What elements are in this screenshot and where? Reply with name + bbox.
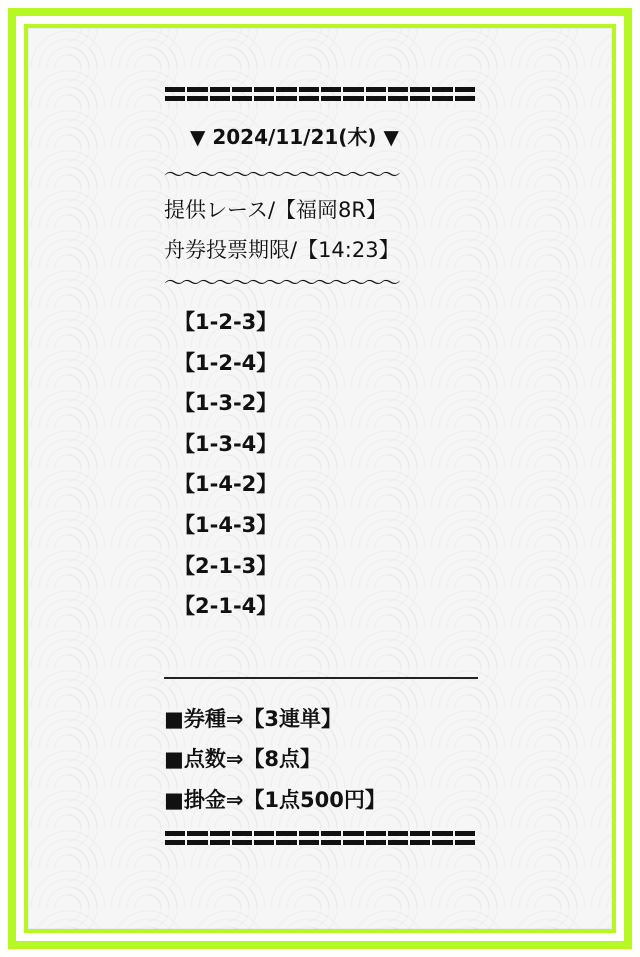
double-rule-segment bbox=[320, 84, 342, 104]
double-rule-segment bbox=[387, 828, 409, 848]
double-rule-segment bbox=[431, 84, 453, 104]
pick-list bbox=[164, 302, 478, 627]
double-rule-segment bbox=[342, 828, 364, 848]
bet-type: ■券種⇒【3連単】 bbox=[164, 706, 343, 731]
bet-summary bbox=[164, 699, 478, 821]
double-rule-segment bbox=[365, 84, 387, 104]
double-rule-segment bbox=[275, 828, 297, 848]
double-rule-segment bbox=[320, 828, 342, 848]
double-rule-segment bbox=[342, 84, 364, 104]
double-rule-segment bbox=[454, 828, 476, 848]
double-rule-segment bbox=[164, 84, 186, 104]
double-rule-segment bbox=[253, 84, 275, 104]
race-name: 提供レース/【福岡8R】 bbox=[164, 198, 387, 222]
pick-item: 【1-3-4】 bbox=[174, 431, 278, 456]
double-rule-segment bbox=[231, 828, 253, 848]
double-rule-segment bbox=[209, 828, 231, 848]
double-rule-segment bbox=[186, 828, 208, 848]
double-rule-segment bbox=[231, 84, 253, 104]
pick-item: 【1-4-2】 bbox=[174, 472, 278, 497]
double-rule-segment bbox=[186, 84, 208, 104]
pick-item: 【1-2-4】 bbox=[174, 350, 278, 375]
double-rule-segment bbox=[209, 84, 231, 104]
vote-deadline: 舟券投票期限/【14:23】 bbox=[164, 238, 400, 262]
double-rule-segment bbox=[454, 84, 476, 104]
pick-item: 【1-4-3】 bbox=[174, 512, 278, 537]
wave-divider-top: 〜〜〜〜〜〜〜〜〜〜〜〜〜〜 bbox=[164, 164, 397, 186]
bet-count: ■点数⇒【8点】 bbox=[164, 747, 322, 772]
horizontal-rule bbox=[164, 677, 478, 679]
double-rule-segment bbox=[298, 84, 320, 104]
pick-item: 【2-1-4】 bbox=[174, 594, 278, 619]
double-rule-segment bbox=[409, 84, 431, 104]
race-info bbox=[164, 190, 478, 270]
top-double-rule bbox=[164, 84, 476, 104]
double-rule-segment bbox=[298, 828, 320, 848]
double-rule-segment bbox=[365, 828, 387, 848]
double-rule-segment bbox=[409, 828, 431, 848]
double-rule-segment bbox=[387, 84, 409, 104]
race-date: ▼ 2024/11/21(木) ▼ bbox=[190, 125, 399, 149]
pick-item: 【1-3-2】 bbox=[174, 391, 278, 416]
double-rule-segment bbox=[164, 828, 186, 848]
double-rule-segment bbox=[253, 828, 275, 848]
prediction-card bbox=[164, 84, 478, 848]
double-rule-segment bbox=[275, 84, 297, 104]
bet-stake: ■掛金⇒【1点500円】 bbox=[164, 787, 386, 812]
double-rule-segment bbox=[431, 828, 453, 848]
bottom-double-rule bbox=[164, 828, 476, 848]
pick-item: 【2-1-3】 bbox=[174, 553, 278, 578]
wave-divider-bottom: 〜〜〜〜〜〜〜〜〜〜〜〜〜〜 bbox=[164, 272, 397, 294]
pick-item: 【1-2-3】 bbox=[174, 310, 278, 334]
